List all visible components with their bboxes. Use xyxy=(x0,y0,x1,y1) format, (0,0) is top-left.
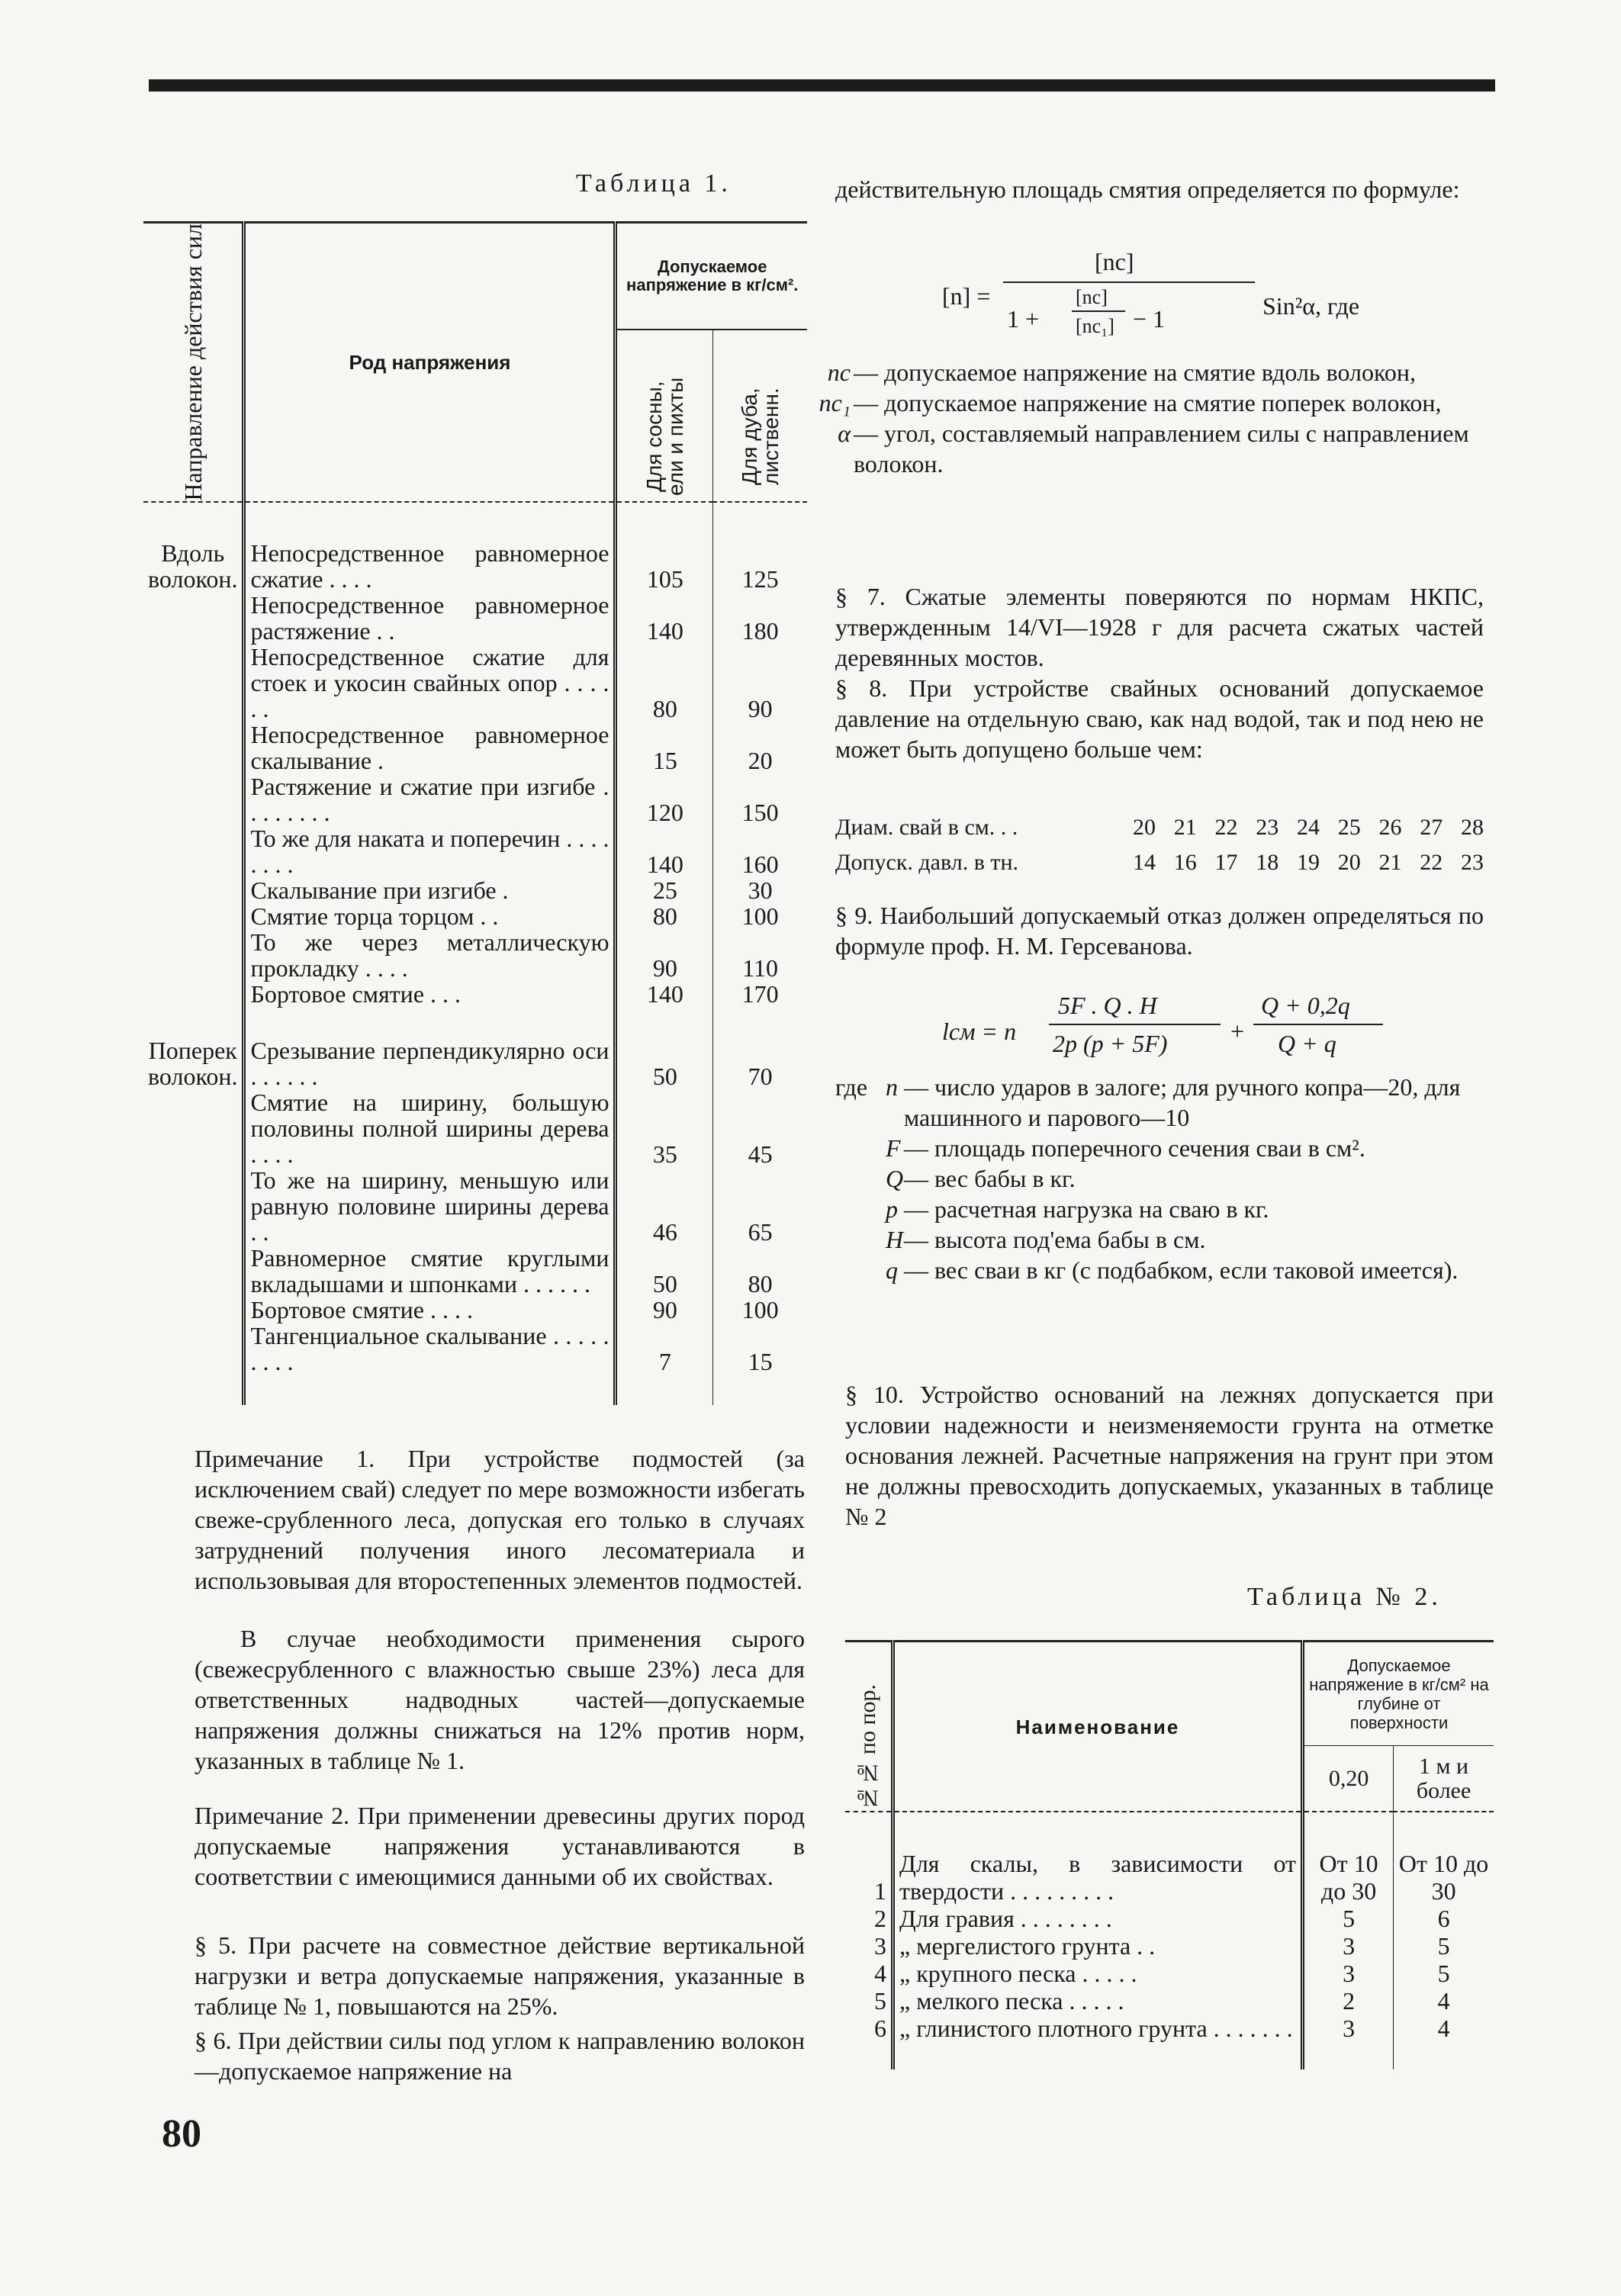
table1-direction: Поперек волокон. xyxy=(143,1037,244,1375)
pile-diameter-value: 24 xyxy=(1297,815,1320,840)
paragraph-6: § 6. При действии силы под углом к направлению волокон—допускаемое напряжение на xyxy=(195,2027,805,2085)
table2-cell-a: 5 xyxy=(1303,1905,1394,1932)
table2-header-num: №№ по пор. xyxy=(845,1642,893,1812)
table2-cell-name: „ глинистого плотного грунта . . . . . . . xyxy=(893,2015,1303,2042)
pile-load-value: 22 xyxy=(1420,850,1443,875)
pile-load-value: 20 xyxy=(1337,850,1361,875)
table-row xyxy=(845,1905,1494,1932)
table2-cell-name: „ крупного песка . . . . . xyxy=(893,1960,1303,1987)
table2-cell-b: 5 xyxy=(1437,1960,1450,1987)
formula-2: lсм = n 5F . Q . H 2p (p + 5F) + Q + 0,2q Q + q xyxy=(942,992,1415,1068)
table2-cell-num: 2 xyxy=(845,1905,893,1932)
table1-cell-oak: 170 xyxy=(741,979,779,1008)
table2-cell-a: 3 xyxy=(1303,2015,1394,2042)
table1-direction: Вдоль волокон. xyxy=(143,540,244,1007)
table2-cell-num: 3 xyxy=(845,1932,893,1960)
note2: Примечание 2. При применении древесины других пород допускаемые напряжения устанавливаются в соответствии с имеющимися данными об их свойствах. xyxy=(195,1802,805,1890)
table1-cell-pine: 140 xyxy=(616,981,713,1007)
table2-cell-a: 3 xyxy=(1303,1960,1394,1987)
table1-header-kind: Род напряжения xyxy=(244,223,616,502)
table2-cell-b: 4 xyxy=(1437,2015,1450,2042)
table1-cell-oak: 70 xyxy=(748,1062,773,1090)
table1-cell-kind: То же через металлическую прокладку . . . . xyxy=(244,929,616,981)
table-row xyxy=(845,1932,1494,1960)
table1-header-pine: Для сосны, ели и пихты xyxy=(616,330,713,501)
legend-item: α — угол, составляемый направлением силы с направлением волокон. xyxy=(838,420,1469,478)
table2-header-b: 1 м и более xyxy=(1416,1753,1471,1803)
table1-header-oak: Для дуба, лиственн. xyxy=(737,387,783,485)
table2 xyxy=(845,1640,1494,2069)
table1-header-allowed: Допускаемое напряжение в кг/см². xyxy=(616,223,807,330)
table1-cell-pine: 50 xyxy=(616,1037,713,1089)
table2-body xyxy=(845,1812,1494,2069)
pile-diameter-value: 27 xyxy=(1420,815,1443,840)
formula-intro: действительную площадь смятия определяется по формуле: xyxy=(835,175,1460,203)
note1: Примечание 1. При устройстве подмостей (за исключением свай) следует по мере возможности избегать свеже-срубленного леса, допуская его только в случаях затруднений получения иного лесоматериала и использовывая для второстепенных элементов подмостей. xyxy=(195,1445,805,1594)
legend-item: q — вес сваи в кг (с подбабком, если таковой имеется). xyxy=(886,1256,1459,1284)
table1-cell-oak: 110 xyxy=(742,953,779,982)
table1-cell-oak: 90 xyxy=(748,694,773,722)
table1-cell-oak: 100 xyxy=(741,902,779,930)
table1-cell-kind: Растяжение и сжатие при изгибе . . . . . . . . xyxy=(244,773,616,825)
table1-cell-oak: 150 xyxy=(741,798,779,826)
paragraph-9: § 9. Наибольший допускаемый отказ должен определяться по формуле проф. Н. М. Герсеванова. xyxy=(835,902,1484,960)
table1-cell-oak: 30 xyxy=(748,876,773,904)
table1-cell-kind: Смятие на ширину, большую половины полной ширины дерева . . . . xyxy=(244,1089,616,1167)
pile-load-value: 19 xyxy=(1297,850,1320,875)
table2-caption: Таблица № 2. xyxy=(1247,1583,1442,1611)
table1-cell-kind: Скалывание при изгибе . xyxy=(244,877,616,903)
table2-cell-num: 6 xyxy=(845,2015,893,2042)
table-row xyxy=(845,1987,1494,2015)
paragraph-10: § 10. Устройство оснований на лежнях допускается при условии надежности и неизменяемости грунта на отметке основания лежней. Расчетные напряжения на грунт при этом не должны превосходить допускаемых, указанных в таблице № 2 xyxy=(845,1381,1494,1530)
table1-header-direction: Направление действия сил xyxy=(143,223,244,502)
table2-cell-num: 1 xyxy=(845,1850,893,1905)
table1-cell-pine: 15 xyxy=(616,722,713,773)
table1-caption: Таблица 1. xyxy=(576,169,732,198)
pile-diameter-value: 23 xyxy=(1256,815,1279,840)
table1-cell-oak: 100 xyxy=(741,1295,779,1323)
legend-item: nc₁ — допускаемое напряжение на смятие поперек волокон, xyxy=(819,389,1442,416)
formula-2-legend xyxy=(835,1072,1491,1285)
pile-load-value: 17 xyxy=(1214,850,1238,875)
table2-cell-b: От 10 до 30 xyxy=(1398,1850,1489,1905)
table-row xyxy=(845,2015,1494,2042)
legend-item: H — высота под'ема бабы в см. xyxy=(886,1226,1206,1253)
legend-item: p — расчетная нагрузка на сваю в кг. xyxy=(886,1195,1269,1223)
table2-header-name: Наименование xyxy=(893,1642,1303,1812)
table1-cell-pine: 90 xyxy=(616,1297,713,1323)
paragraph-5: § 5. При расчете на совместное действие вертикальной нагрузки и ветра допускаемые напряжения, указанные в таблице № 1, повышаются на 25%. xyxy=(195,1931,805,2020)
pile-load-row: Допуск. давл. в тн. 14 16 17 18 19 20 21 22 23 xyxy=(835,845,1484,880)
table2-cell-name: Для скалы, в зависимости от твердости . . . . . . . . . xyxy=(893,1850,1303,1905)
page-number: 80 xyxy=(162,2112,201,2156)
pile-diameter-value: 20 xyxy=(1133,815,1156,840)
pile-diameter-row: Диам. свай в см. . . 20 21 22 23 24 25 26 27 28 xyxy=(835,810,1484,845)
paragraph-8: § 8. При устройстве свайных оснований допускаемое давление на отдельную сваю, как над водой, так и под нею не может быть допущено больше чем: xyxy=(835,674,1484,763)
table2-header-a: 0,20 xyxy=(1303,1746,1394,1812)
table1-cell-pine: 140 xyxy=(616,592,713,644)
table1-cell-kind: То же для наката и поперечин . . . . . . . . xyxy=(244,825,616,877)
table1-cell-kind: Непосредственное сжатие для стоек и укосин свайных опор . . . . . . xyxy=(244,644,616,722)
table1-cell-oak: 160 xyxy=(741,850,779,878)
table1-cell-oak: 125 xyxy=(741,564,779,593)
table1-cell-kind: Непосредственное равномерное растяжение . . xyxy=(244,592,616,644)
table1-cell-oak: 65 xyxy=(748,1217,773,1246)
pile-load-value: 23 xyxy=(1461,850,1484,875)
table1-cell-pine: 50 xyxy=(616,1245,713,1297)
table1-cell-kind: Равномерное смятие круглыми вкладышами и шпонками . . . . . . xyxy=(244,1245,616,1297)
table1-cell-oak: 20 xyxy=(748,746,773,774)
table1-cell-pine: 25 xyxy=(616,877,713,903)
table1-cell-oak: 180 xyxy=(741,616,779,645)
pile-diameter-value: 25 xyxy=(1337,815,1361,840)
table-row xyxy=(143,1037,807,1089)
pile-diameter-value: 21 xyxy=(1173,815,1197,840)
table1-cell-kind: Бортовое смятие . . . . xyxy=(244,1297,616,1323)
table1-cell-kind: Непосредственное равномерное скалывание . xyxy=(244,722,616,773)
table2-cell-a: 3 xyxy=(1303,1932,1394,1960)
pile-load-value: 16 xyxy=(1173,850,1197,875)
table2-header-allowed: Допускаемое напряжение в кг/см² на глубине от поверхности xyxy=(1303,1642,1494,1746)
table2-cell-a: От 10 до 30 xyxy=(1303,1850,1394,1905)
table-row xyxy=(143,540,807,592)
table2-cell-num: 5 xyxy=(845,1987,893,2015)
table2-cell-name: Для гравия . . . . . . . . xyxy=(893,1905,1303,1932)
table1-cell-oak: 80 xyxy=(748,1269,773,1298)
table1-cell-oak: 45 xyxy=(748,1140,773,1168)
table2-cell-b: 4 xyxy=(1437,1987,1450,2015)
legend-item: где n — число ударов в залоге; для ручного копра—20, для машинного и парового—10 xyxy=(835,1073,1461,1131)
formula-1: [n] = [nc] 1 + [nc] [nc₁] − 1 Sin²α, где xyxy=(942,248,1360,337)
pile-diameter-value: 26 xyxy=(1378,815,1402,840)
pile-load-value: 18 xyxy=(1256,850,1279,875)
table2-cell-b: 6 xyxy=(1437,1905,1450,1932)
table1-cell-oak: 15 xyxy=(748,1347,773,1375)
table1-cell-pine: 7 xyxy=(616,1323,713,1375)
pile-table xyxy=(835,810,1484,880)
table2-cell-name: „ мергелистого грунта . . xyxy=(893,1932,1303,1960)
pile-diameter-value: 28 xyxy=(1461,815,1484,840)
table1-cell-kind: Тангенциальное скалывание . . . . . . . . . xyxy=(244,1323,616,1375)
table1-cell-pine: 80 xyxy=(616,903,713,929)
table1-cell-kind: Смятие торца торцом . . xyxy=(244,903,616,929)
table-row xyxy=(845,1960,1494,1987)
formula-1-legend xyxy=(790,357,1491,479)
table1-cell-pine: 35 xyxy=(616,1089,713,1167)
pile-diameter-value: 22 xyxy=(1214,815,1238,840)
table1-cell-kind: То же на ширину, меньшую или равную половине ширины дерева . . xyxy=(244,1167,616,1245)
table2-cell-name: „ мелкого песка . . . . . xyxy=(893,1987,1303,2015)
table1-cell-pine: 120 xyxy=(616,773,713,825)
table1-cell-pine: 105 xyxy=(616,540,713,592)
paragraph-7: § 7. Сжатые элементы поверяются по нормам НКПС, утвержденным 14/VI—1928 г для расчета сжатых частей деревянных мостов. xyxy=(835,583,1484,671)
table2-cell-b: 5 xyxy=(1437,1932,1450,1960)
table1-cell-kind: Срезывание перпендикулярно оси . . . . . . xyxy=(244,1037,616,1089)
table2-cell-num: 4 xyxy=(845,1960,893,1987)
legend-item: nc — допускаемое напряжение на смятие вдоль волокон, xyxy=(827,359,1417,386)
top-rule xyxy=(149,79,1495,92)
table1-cell-kind: Бортовое смятие . . . xyxy=(244,981,616,1007)
table1-cell-pine: 90 xyxy=(616,929,713,981)
table1-cell-pine: 140 xyxy=(616,825,713,877)
legend-item: F — площадь поперечного сечения сваи в см². xyxy=(886,1134,1365,1162)
table1-body xyxy=(143,502,807,1405)
table1-cell-kind: Непосредственное равномерное сжатие . . . . xyxy=(244,540,616,592)
table2-cell-a: 2 xyxy=(1303,1987,1394,2015)
pile-load-value: 14 xyxy=(1133,850,1156,875)
table1 xyxy=(143,221,807,1405)
table1-cell-pine: 80 xyxy=(616,644,713,722)
table-row xyxy=(845,1850,1494,1905)
table1-cell-pine: 46 xyxy=(616,1167,713,1245)
legend-item: Q — вес бабы в кг. xyxy=(886,1165,1076,1192)
pile-load-value: 21 xyxy=(1378,850,1402,875)
note1b: В случае необходимости применения сырого (свежесрубленного с влажностью свыше 23%) леса для ответственных надводных частей—допускаемые напряжения должны снижаться на 12% против норм, указанных в таблице № 1. xyxy=(195,1625,805,1774)
